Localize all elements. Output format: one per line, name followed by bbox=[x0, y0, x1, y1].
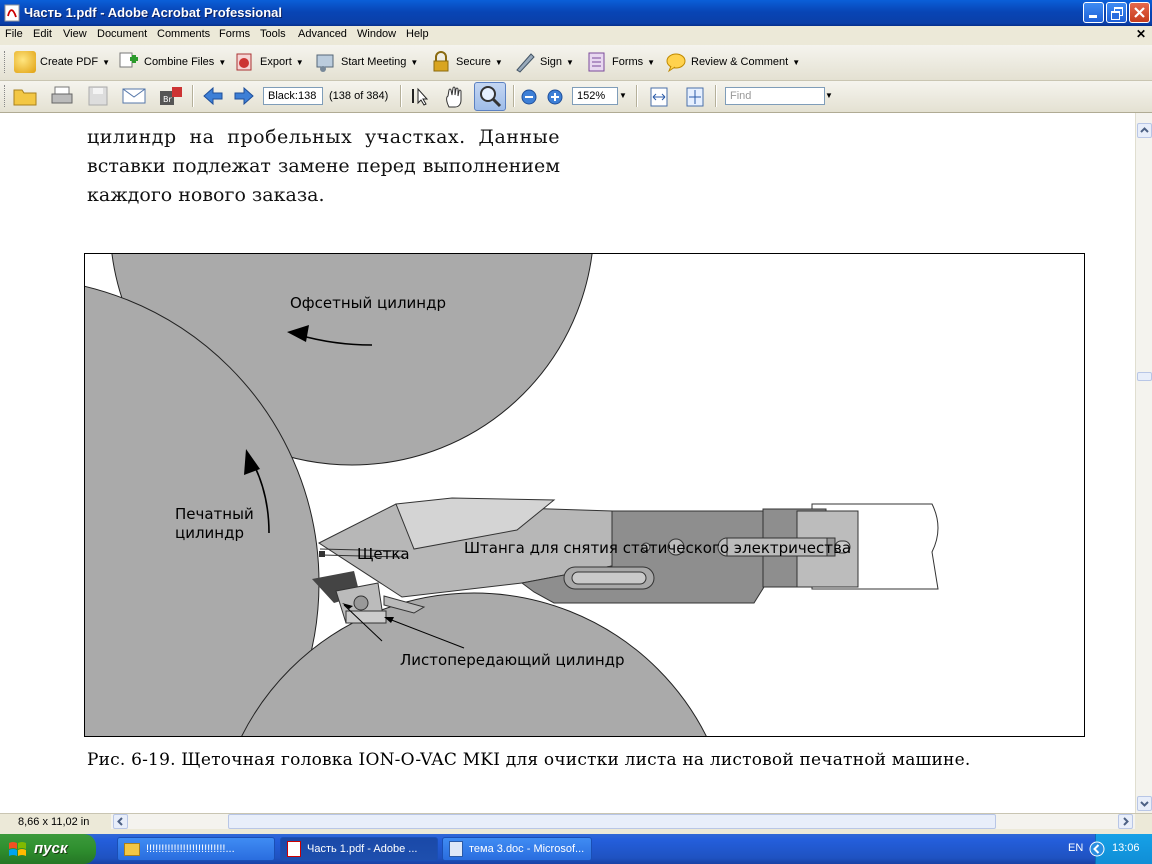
previous-page-icon[interactable] bbox=[202, 86, 224, 106]
static-bar-label: Штанга для снятия статического электричества bbox=[464, 539, 852, 557]
taskbar-word-button[interactable]: тема 3.doc - Microsof... bbox=[442, 837, 592, 861]
pdf-file-icon bbox=[287, 841, 301, 857]
select-text-icon[interactable] bbox=[409, 86, 431, 108]
pen-icon bbox=[514, 51, 536, 73]
pdf-file-icon bbox=[4, 4, 20, 22]
menu-advanced[interactable]: Advanced bbox=[298, 28, 347, 40]
fit-width-icon[interactable] bbox=[649, 86, 669, 108]
page-size-readout: 8,66 x 11,02 in bbox=[18, 816, 90, 828]
close-button[interactable] bbox=[1129, 2, 1150, 23]
export-button[interactable]: Export ▼ bbox=[234, 50, 304, 74]
start-meeting-button[interactable]: Start Meeting ▼ bbox=[315, 50, 418, 74]
brush-label: Щетка bbox=[357, 545, 410, 563]
export-icon bbox=[234, 51, 256, 73]
toolbar-grip[interactable] bbox=[4, 51, 8, 73]
forms-icon bbox=[586, 51, 608, 73]
body-text-line: цилиндр на пробельных участках. Данные bbox=[87, 126, 560, 148]
file-navigation-toolbar bbox=[0, 81, 1152, 113]
figure-caption: Рис. 6-19. Щеточная головка ION-O-VAC MKI для очистки листа на листовой печатной машине. bbox=[87, 750, 971, 770]
fit-page-icon[interactable] bbox=[684, 86, 706, 108]
close-icon bbox=[1130, 3, 1149, 22]
horizontal-scroll-thumb[interactable] bbox=[228, 814, 996, 829]
next-page-icon[interactable] bbox=[233, 86, 255, 106]
zoom-dropdown-icon[interactable]: ▼ bbox=[619, 91, 627, 100]
menu-forms[interactable]: Forms bbox=[219, 28, 251, 40]
scroll-right-button[interactable] bbox=[1118, 814, 1133, 829]
scroll-down-button[interactable] bbox=[1137, 796, 1152, 811]
vertical-scrollbar[interactable] bbox=[1135, 113, 1152, 813]
chevron-right-icon bbox=[1119, 815, 1132, 828]
horizontal-scrollbar[interactable] bbox=[111, 814, 1135, 829]
lock-icon bbox=[430, 51, 452, 73]
menu-file[interactable]: File bbox=[5, 28, 23, 40]
menu-document[interactable]: Document bbox=[97, 28, 148, 40]
zoom-level-select[interactable]: 152% bbox=[572, 87, 618, 105]
scroll-thumb[interactable] bbox=[1137, 372, 1152, 381]
scroll-left-button[interactable] bbox=[113, 814, 128, 829]
create-pdf-icon bbox=[14, 51, 36, 73]
restore-button[interactable] bbox=[1106, 2, 1127, 23]
save-icon[interactable] bbox=[87, 85, 109, 107]
minimize-button[interactable] bbox=[1083, 2, 1104, 23]
hand-tool-icon[interactable] bbox=[443, 85, 465, 109]
forms-button[interactable]: Forms ▼ bbox=[586, 50, 655, 74]
find-input[interactable]: Find bbox=[725, 87, 825, 105]
secure-button[interactable]: Secure ▼ bbox=[430, 50, 503, 74]
menu-tools[interactable]: Tools bbox=[260, 28, 286, 40]
combine-files-icon bbox=[118, 51, 140, 73]
meeting-icon bbox=[315, 51, 337, 73]
menu-window[interactable]: Window bbox=[357, 28, 397, 40]
word-doc-icon bbox=[449, 841, 463, 857]
start-button[interactable] bbox=[0, 834, 96, 864]
tray-expand-icon[interactable] bbox=[1089, 841, 1105, 857]
svg-text:Br: Br bbox=[163, 95, 172, 104]
impression-cylinder-label-line1: Печатный bbox=[175, 505, 254, 523]
zoom-out-icon[interactable] bbox=[520, 88, 538, 106]
toolbar-grip[interactable] bbox=[4, 85, 8, 107]
taskbar-acrobat-button[interactable]: Часть 1.pdf - Adobe ... bbox=[280, 837, 438, 861]
offset-cylinder-label: Офсетный цилиндр bbox=[290, 294, 447, 312]
open-folder-icon[interactable] bbox=[13, 85, 39, 107]
menu-edit[interactable]: Edit bbox=[33, 28, 52, 40]
system-tray bbox=[1095, 834, 1152, 864]
print-icon[interactable] bbox=[50, 85, 74, 107]
scroll-up-button[interactable] bbox=[1137, 123, 1152, 138]
menu-view[interactable]: View bbox=[63, 28, 87, 40]
chevron-down-icon bbox=[1138, 797, 1151, 810]
review-comment-button[interactable]: Review & Comment ▼ bbox=[665, 50, 800, 74]
windows-logo-icon bbox=[8, 840, 28, 858]
find-dropdown-icon[interactable]: ▼ bbox=[825, 91, 833, 100]
combine-files-button[interactable]: Combine Files ▼ bbox=[118, 50, 226, 74]
clock: 13:06 bbox=[1112, 842, 1140, 854]
chevron-left-icon bbox=[114, 815, 127, 828]
start-label: пуск bbox=[34, 840, 68, 857]
page-number-input[interactable]: Black:138 bbox=[263, 87, 323, 105]
sign-button[interactable]: Sign ▼ bbox=[514, 50, 574, 74]
chevron-up-icon bbox=[1138, 124, 1151, 137]
toolbar-separator bbox=[715, 85, 717, 107]
zoom-in-icon[interactable] bbox=[546, 88, 564, 106]
toolbar-separator bbox=[400, 85, 402, 107]
organizer-icon[interactable] bbox=[158, 85, 184, 107]
create-pdf-button[interactable]: Create PDF ▼ bbox=[14, 50, 110, 74]
title-bar bbox=[0, 0, 1152, 26]
window-title: Часть 1.pdf - Adobe Acrobat Professional bbox=[24, 5, 283, 20]
taskbar-folder-button[interactable]: !!!!!!!!!!!!!!!!!!!!!!!!!!... bbox=[117, 837, 275, 861]
page-count: (138 of 384) bbox=[329, 90, 389, 102]
body-text-line: каждого нового заказа. bbox=[87, 184, 325, 206]
transfer-cylinder-label: Листопередающий цилиндр bbox=[400, 651, 625, 669]
tasks-toolbar bbox=[0, 45, 1152, 81]
email-icon[interactable] bbox=[121, 85, 147, 107]
status-bar bbox=[0, 813, 1152, 831]
body-text-line: вставки подлежат замене перед выполнением bbox=[87, 155, 560, 177]
menu-bar bbox=[0, 26, 1152, 44]
comment-bubble-icon bbox=[665, 51, 687, 73]
menu-help[interactable]: Help bbox=[406, 28, 429, 40]
document-view[interactable] bbox=[0, 113, 1135, 813]
menu-comments[interactable]: Comments bbox=[157, 28, 211, 40]
close-document-icon[interactable]: ✕ bbox=[1135, 27, 1146, 41]
folder-icon bbox=[124, 843, 140, 856]
zoom-magnifier-icon bbox=[475, 83, 505, 110]
impression-cylinder-label-line2: цилиндр bbox=[175, 524, 244, 542]
zoom-tool-button[interactable] bbox=[474, 82, 506, 111]
toolbar-separator bbox=[513, 85, 515, 107]
toolbar-separator bbox=[636, 85, 638, 107]
toolbar-separator bbox=[192, 85, 194, 107]
language-indicator[interactable]: EN bbox=[1068, 842, 1084, 854]
